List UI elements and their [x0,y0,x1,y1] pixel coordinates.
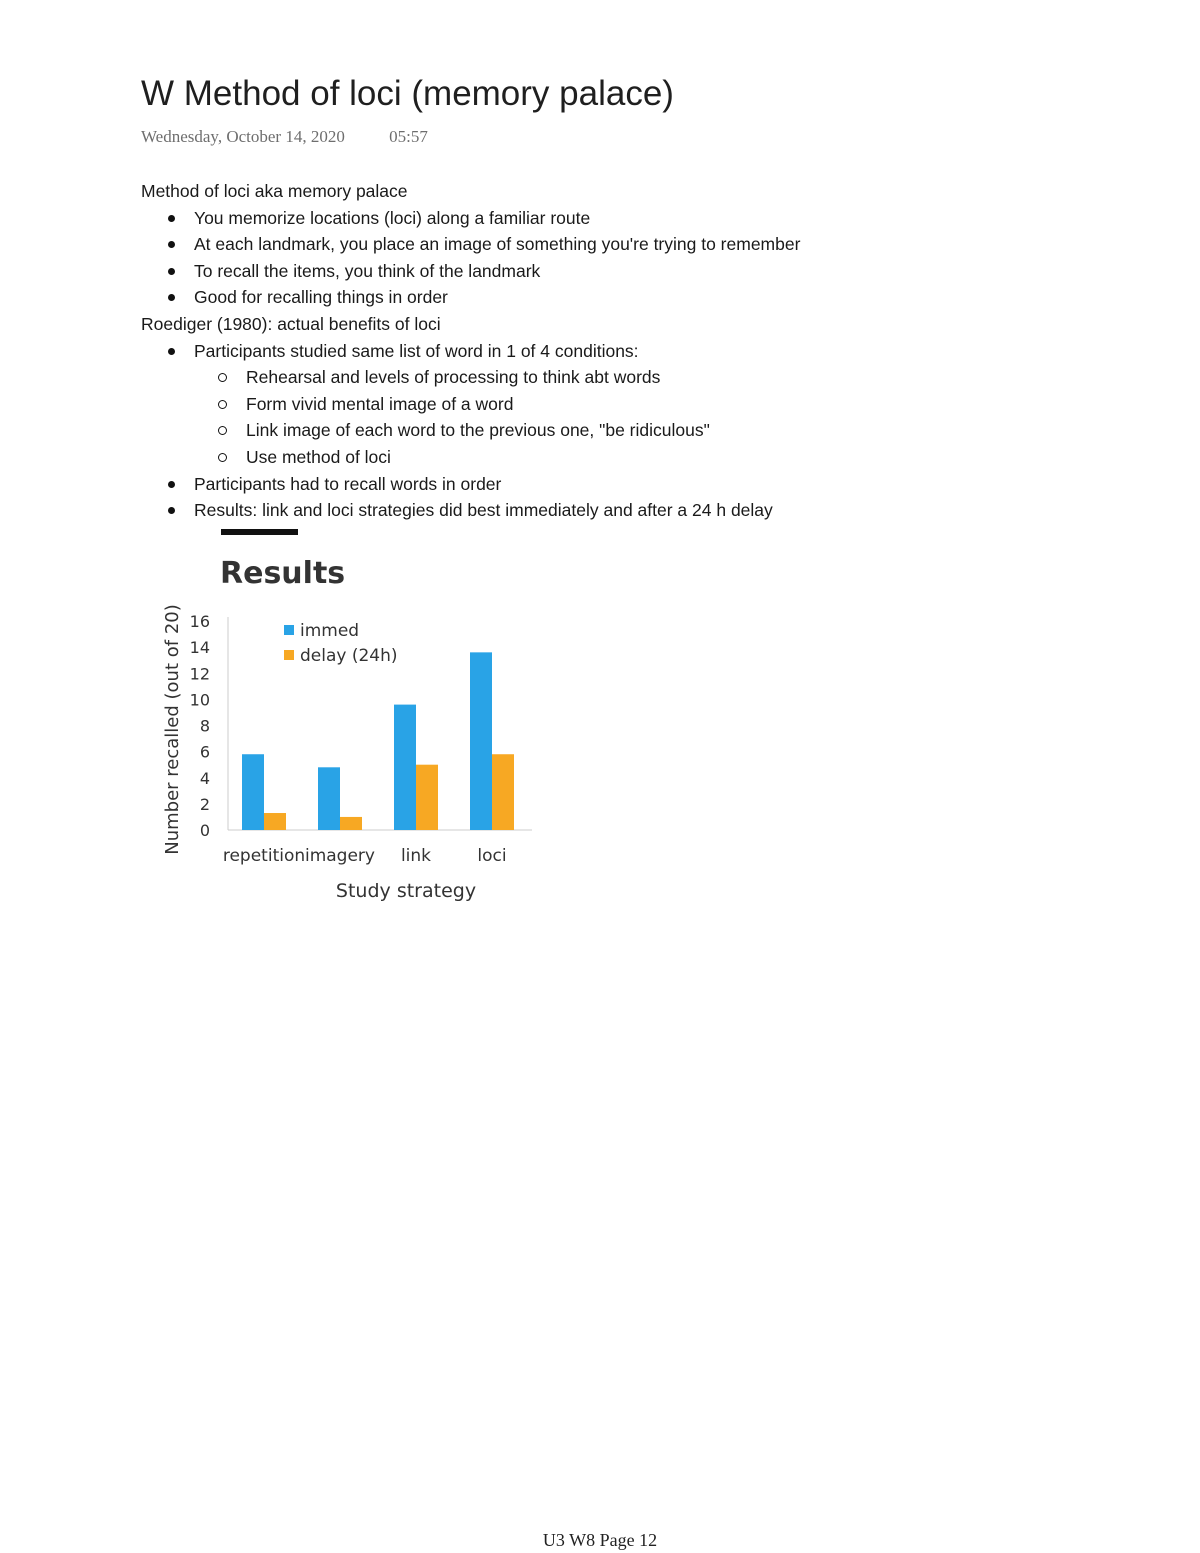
study-heading: Roediger (1980): actual benefits of loci [141,313,441,334]
y-tick-label: 12 [189,664,210,684]
page-footer: U3 W8 Page 12 [542,1530,658,1550]
intro-line: Method of loci aka memory palace [141,181,408,201]
conditions-sublist [141,364,1101,470]
x-tick-label: link [400,846,432,866]
y-tick-label: 2 [199,794,210,814]
legend-swatch-1 [284,650,294,660]
list-item: Participants had to recall words in order [141,471,1101,498]
list-item: To recall the items, you think of the landmark [141,258,1101,285]
bar-link-delay [416,765,438,830]
x-axis-title: Study strategy [335,880,477,902]
x-tick-label: repetition [222,846,306,866]
note-meta [141,127,428,147]
y-tick-label: 0 [199,821,210,840]
bar-link-immed [394,705,416,830]
list-item: You memorize locations (loci) along a familiar route [141,205,1101,232]
list-item: At each landmark, you place an image of something you're trying to remember [141,231,1101,258]
intro-bullet-list [141,205,1101,311]
bar-imagery-immed [318,767,340,830]
note-time: 05:57 [389,127,428,146]
list-item: Good for recalling things in order [141,284,1101,311]
x-tick-label: loci [477,846,507,866]
bar-loci-immed [470,652,492,830]
list-item: Results: link and loci strategies did best immediately and after a 24 h delay [141,497,1101,524]
y-tick-label: 6 [199,742,210,762]
x-tick-label: imagery [304,846,376,866]
y-tick-label: 16 [189,612,210,631]
y-tick-label: 10 [189,690,210,710]
sub-list-item: Form vivid mental image of a word [141,391,1101,418]
conditions-intro: Participants studied same list of word in 1 of 4 conditions: [141,338,1101,365]
bar-repetition-delay [264,813,286,830]
bar-imagery-delay [340,817,362,830]
legend-swatch-0 [284,625,294,635]
sub-list-item: Use method of loci [141,444,1101,471]
sub-list-item: Rehearsal and levels of processing to think abt words [141,364,1101,391]
study-bullet-list [141,338,1101,524]
legend-label: immed [300,621,360,641]
chart-title: Results [220,556,346,591]
y-tick-label: 4 [199,768,210,788]
bar-loci-delay [492,754,514,830]
note-date: Wednesday, October 14, 2020 [141,127,345,146]
y-tick-label: 14 [189,638,210,658]
page-title: W Method of loci (memory palace) [141,74,674,113]
sub-list-item: Link image of each word to the previous one, "be ridiculous" [141,417,1101,444]
y-axis-title: Number recalled (out of 20) [162,604,183,855]
list-item [141,338,1101,471]
chart-title-bar [221,529,298,535]
results-bar-chart [150,525,550,915]
results-chart-image [150,525,550,915]
y-tick-label: 8 [199,716,210,736]
note-body [141,178,1101,524]
legend-label: delay (24h) [300,646,398,666]
bar-repetition-immed [242,754,264,830]
